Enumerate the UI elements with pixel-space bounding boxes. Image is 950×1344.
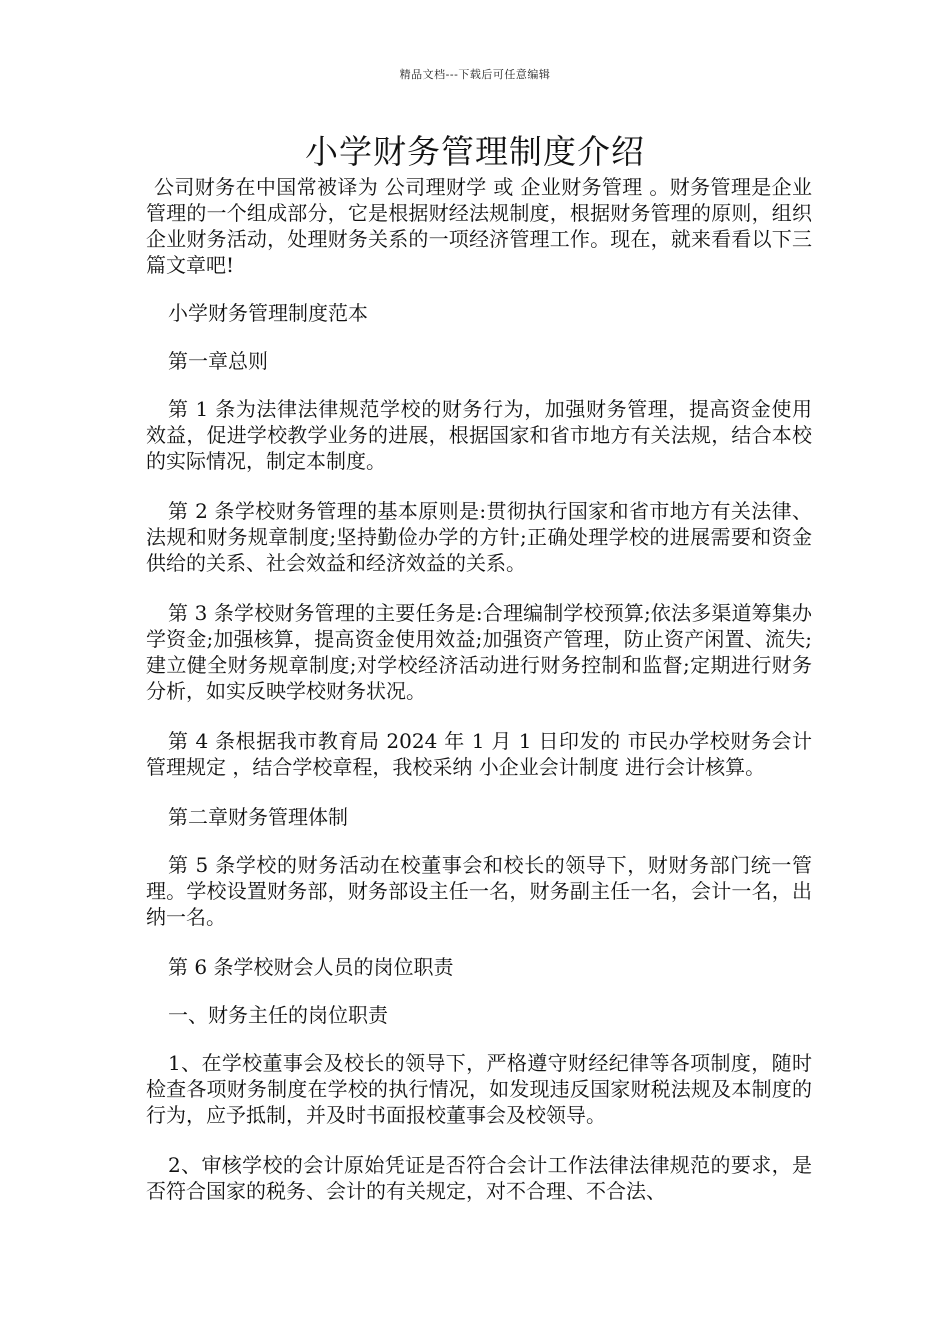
article-paragraph: 第 3 条学校财务管理的主要任务是:合理编制学校预算;依法多渠道筹集办学资金;加强核算，提高资金使用效益;加强资产管理，防止资产闲置、流失;建立健全财务规章制度;对学校经济活动进行财务控制和监督;定期进行财务分析，如实反映学校财务状况。 <box>146 601 812 703</box>
subsection-heading: 一、财务主任的岗位职责 <box>168 1003 388 1027</box>
article-paragraph: 第 1 条为法律法律规范学校的财务行为，加强财务管理，提高资金使用效益，促进学校教学业务的进展，根据国家和省市地方有关法规，结合本校的实际情况，制定本制度。 <box>146 397 812 473</box>
header-note: 精品文档---下载后可任意编辑 <box>399 68 551 81</box>
chapter-heading: 第一章总则 <box>168 349 268 373</box>
chapter-heading: 第二章财务管理体制 <box>168 805 348 829</box>
list-paragraph: 1、在学校董事会及校长的领导下，严格遵守财经纪律等各项制度，随时检查各项财务制度在学校的执行情况，如发现违反国家财税法规及本制度的行为，应予抵制，并及时书面报校董事会及校领导。 <box>146 1051 812 1127</box>
intro-paragraph: 公司财务在中国常被译为 公司理财学 或 企业财务管理 。财务管理是企业管理的一个组成部分，它是根据财经法规制度，根据财务管理的原则，组织企业财务活动，处理财务关系的一项经济管理工作。现在，就来看看以下三篇文章吧! <box>146 175 812 277</box>
section-heading: 小学财务管理制度范本 <box>168 301 368 325</box>
document-title: 小学财务管理制度介绍 <box>305 132 645 171</box>
article-paragraph: 第 4 条根据我市教育局 2024 年 1 月 1 日印发的 市民办学校财务会计管理规定 ，结合学校章程，我校采纳 小企业会计制度 进行会计核算。 <box>146 729 812 779</box>
article-paragraph: 第 5 条学校的财务活动在校董事会和校长的领导下，财财务部门统一管理。学校设置财务部，财务部设主任一名，财务副主任一名，会计一名，出纳一名。 <box>146 853 812 929</box>
article-paragraph: 第 2 条学校财务管理的基本原则是:贯彻执行国家和省市地方有关法律、法规和财务规章制度;坚持勤俭办学的方针;正确处理学校的进展需要和资金供给的关系、社会效益和经济效益的关系。 <box>146 499 812 575</box>
list-paragraph: 2、审核学校的会计原始凭证是否符合会计工作法律法律规范的要求，是否符合国家的税务、会计的有关规定，对不合理、不合法、 <box>146 1153 812 1203</box>
article-heading: 第 6 条学校财会人员的岗位职责 <box>168 955 454 979</box>
document-body <box>146 174 812 1228</box>
